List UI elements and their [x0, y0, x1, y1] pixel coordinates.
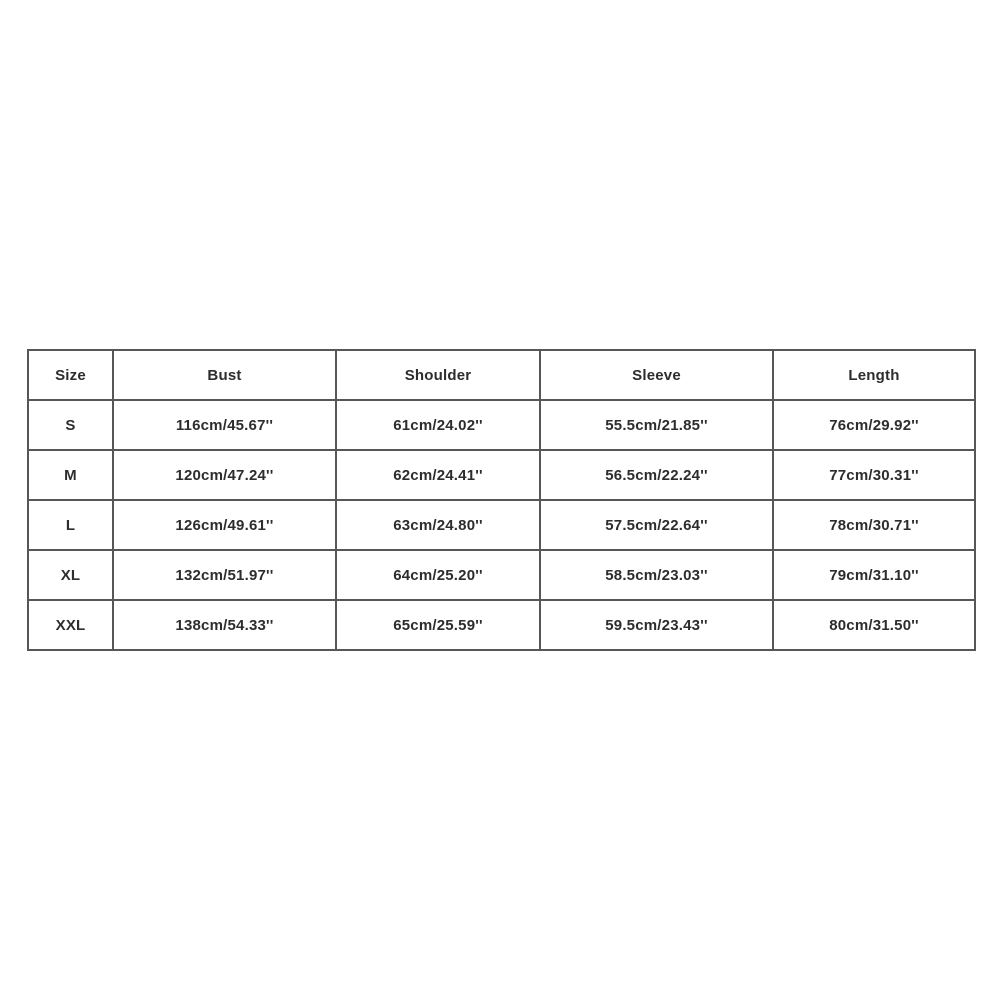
sleeve-value: 58.5cm/23.03'': [540, 550, 773, 600]
shoulder-value: 62cm/24.41'': [336, 450, 540, 500]
shoulder-value: 63cm/24.80'': [336, 500, 540, 550]
length-value: 80cm/31.50'': [773, 600, 975, 650]
sleeve-value: 55.5cm/21.85'': [540, 400, 773, 450]
shoulder-value: 65cm/25.59'': [336, 600, 540, 650]
length-value: 77cm/30.31'': [773, 450, 975, 500]
column-header-bust: Bust: [113, 350, 336, 400]
sleeve-value: 59.5cm/23.43'': [540, 600, 773, 650]
length-value: 76cm/29.92'': [773, 400, 975, 450]
size-chart-table: [27, 349, 976, 651]
size-label: S: [28, 400, 113, 450]
length-value: 79cm/31.10'': [773, 550, 975, 600]
sleeve-value: 57.5cm/22.64'': [540, 500, 773, 550]
bust-value: 116cm/45.67'': [113, 400, 336, 450]
table-row-xl: [28, 550, 975, 600]
table-row-s: [28, 400, 975, 450]
sleeve-value: 56.5cm/22.24'': [540, 450, 773, 500]
size-label: XXL: [28, 600, 113, 650]
size-label: L: [28, 500, 113, 550]
shoulder-value: 64cm/25.20'': [336, 550, 540, 600]
table-row-l: [28, 500, 975, 550]
bust-value: 138cm/54.33'': [113, 600, 336, 650]
header-row: [28, 350, 975, 400]
shoulder-value: 61cm/24.02'': [336, 400, 540, 450]
column-header-sleeve: Sleeve: [540, 350, 773, 400]
size-label: XL: [28, 550, 113, 600]
column-header-size: Size: [28, 350, 113, 400]
bust-value: 132cm/51.97'': [113, 550, 336, 600]
length-value: 78cm/30.71'': [773, 500, 975, 550]
table-row-m: [28, 450, 975, 500]
size-chart: [27, 349, 974, 651]
column-header-length: Length: [773, 350, 975, 400]
column-header-shoulder: Shoulder: [336, 350, 540, 400]
bust-value: 120cm/47.24'': [113, 450, 336, 500]
bust-value: 126cm/49.61'': [113, 500, 336, 550]
size-label: M: [28, 450, 113, 500]
table-row-xxl: [28, 600, 975, 650]
